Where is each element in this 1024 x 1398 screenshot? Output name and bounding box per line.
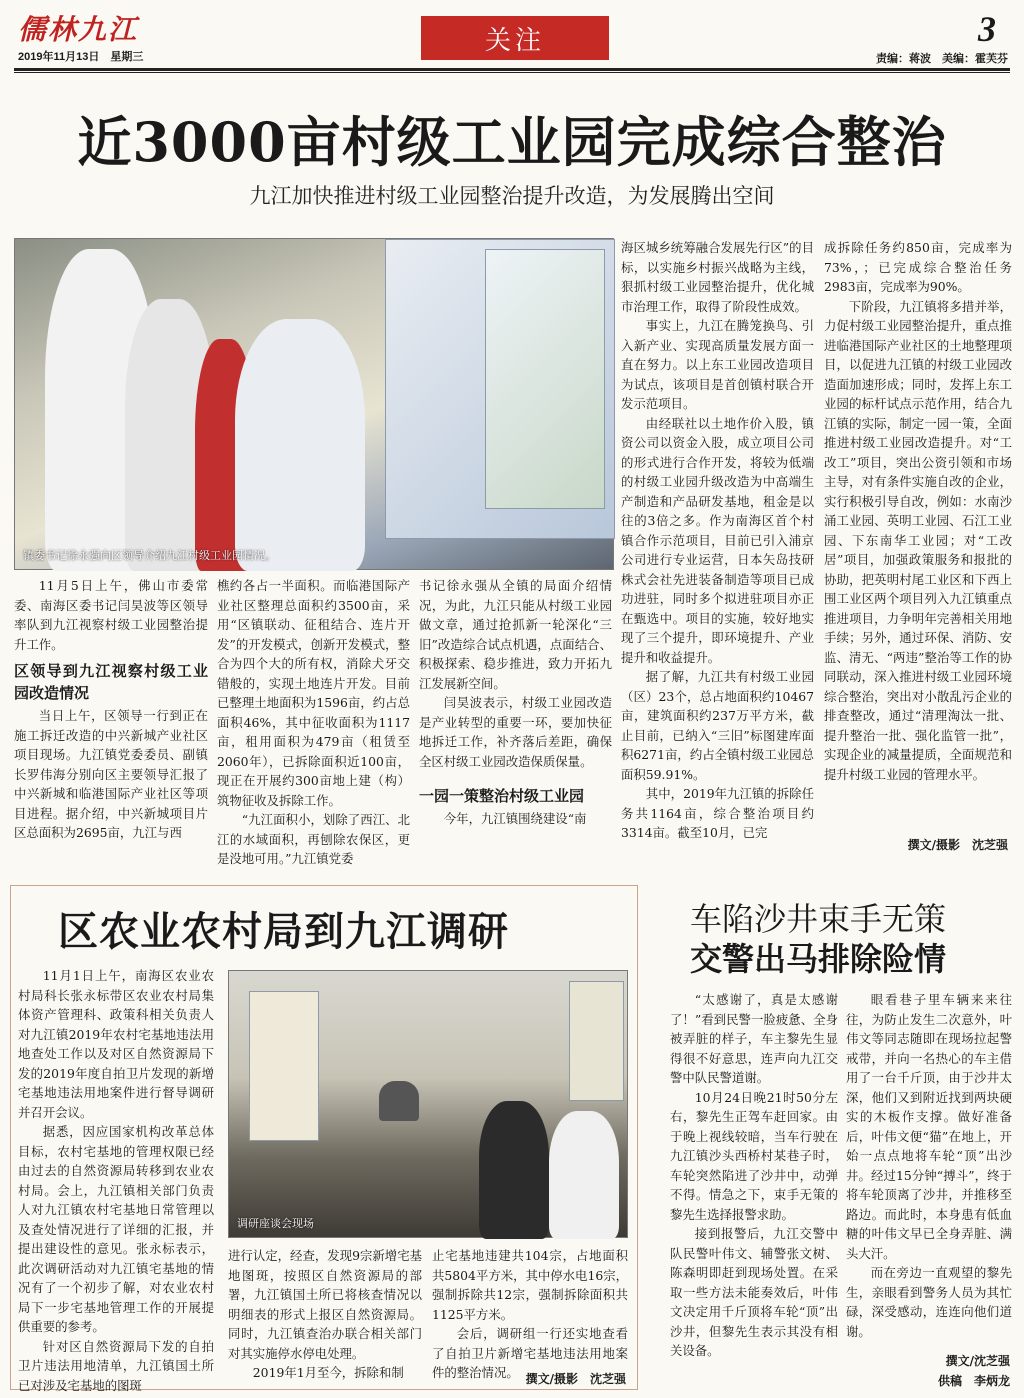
paragraph: 由经联社以土地作价入股，镇资公司以资金入股，成立项目公司的形式进行合作开发，将较为低端的村级工业园升级改造为中高端生产制造和产品研发基地，租金是以往的3倍之多。作为南海区首个村镇合作示范项目，目前已引入浦京公司进行专业运营，日本矢岛技研株式会社先进装备制造等项目已成功进驻，同时多个拟进驻项目亦正在甄选中。项目的实施，较好地实现了三个提升，即环境提升、产业提升和收益提升。: [621, 415, 814, 665]
article1-col2: [217, 576, 410, 866]
article1-col5: [824, 238, 1012, 832]
article1-subhead: 九江加快推进村级工业园整治提升改造，为发展腾出空间: [249, 184, 775, 208]
article1-col1: [14, 576, 208, 861]
masthead-logo: 儒林九江: [18, 13, 139, 46]
article2-col1: [18, 966, 214, 1393]
header-rule: [14, 68, 1010, 71]
section-tab: 关注: [421, 16, 609, 60]
paragraph: 止宅基地违建共104宗，占地面积共5804平方米，其中停水电16宗，强制拆除共12宗，强制拆除面积共1125平方米。: [432, 1248, 628, 1322]
paragraph: “太感谢了，真是太感谢了！”看到民警一脸疲惫、全身被弄脏的样子，车主黎先生显得很不好意思，连声向九江交警中队民警道谢。: [670, 992, 838, 1085]
article1-col4: [621, 238, 814, 850]
article1-headline: 近3000亩村级工业园完成综合整治: [77, 110, 947, 174]
article1-byline: 撰文/摄影 沈芝强: [907, 838, 1008, 852]
article1-col3: [419, 576, 612, 861]
paragraph: 11月5日上午，佛山市委常委、南海区委书记闫昊波等区领导率队到九江视察村级工业园整治提升工作。: [14, 578, 208, 652]
paragraph: “九江面积小，划除了西江、北江的水域面积，再刨除农保区，更是没地可用。”九江镇党委: [217, 812, 410, 866]
article1-subtitle1: 区领导到九江视察村级工业园改造情况: [14, 662, 208, 702]
paragraph: 据了解，九江共有村级工业园（区）23个，总占地面积约10467亩，建筑面积约237万平方米，截止目前，已纳入“三旧”标图建库面积6271亩，约占全镇村级工业园总面积59.91%。: [621, 669, 814, 782]
article3-headline-line2: 交警出马排除险情: [690, 940, 947, 978]
paragraph: 樵约各占一半面积。而临港国际产业社区整理总面积约3500亩，采用“区镇联动、征租结合、连片开发”的开发模式，创新开发模式，整合为四个大的所有权，消除犬牙交错般的，实现土地连片开发。目前已整理土地面积为1596亩，约占总面积46%，其中征收面积为1117亩，租用面积为479亩（租赁至2060年），已拆除面积近100亩，现正在开展约300亩地上建（构）筑物征收及拆除工作。: [217, 578, 410, 808]
paragraph: 其中，2019年九江镇的拆除任务共1164亩，综合整治项目约3314亩。截至10月，已完: [621, 786, 814, 840]
header-rule-thin: [14, 72, 1010, 73]
paragraph: 11月1日上午，南海区农业农村局科长张永标带区农业农村局集体资产管理科、政策科相关负责人对九江镇2019年农村宅基地违法用地查处工作以及对区自然资源局下发的2019年度自拍卫片发现的新增宅基地违法用地案件进行督导调研并召开会议。: [18, 968, 214, 1120]
article3-byline-author: 撰文/沈芝强: [945, 1354, 1010, 1368]
paragraph: 海区城乡统筹融合发展先行区”的目标，以实施乡村振兴战略为主线，狠抓村级工业园整治提升，优化城市治理工作，取得了阶段性成效。: [621, 240, 814, 314]
paragraph: 进行认定，经查，发现9宗新增宅基地图斑，按照区自然资源局的部署，九江镇国土所已将核查情况以明细表的形式上报区自然资源局。同时，九江镇查治办联合相关部门对其实施停水停电处理。: [228, 1248, 422, 1361]
article2-headline: 区农业农村局到九江调研: [58, 908, 509, 955]
article2-photo-caption: 调研座谈会现场: [237, 1217, 314, 1230]
article3-col1: [670, 990, 838, 1386]
article1-subtitle2: 一园一策整治村级工业园: [419, 787, 585, 805]
page-number: 3: [978, 9, 996, 49]
paragraph: 当日上午，区领导一行到正在施工拆迁改造的中兴新城产业社区项目现场。九江镇党委委员、副镇长罗伟海分别向区主要领导汇报了中兴新城和临港国际产业社区等项目进程。据介绍，中兴新城项目片区总面积为2695亩，九江与西: [14, 708, 208, 840]
article1-photo: [14, 238, 614, 570]
paragraph: 2019年1月至今，拆除和制: [252, 1365, 404, 1380]
paragraph: 今年，九江镇围绕建设“南: [443, 811, 587, 826]
paragraph: 而在旁边一直观望的黎先生，亲眼看到警务人员为其忙碌，深受感动，连连向他们道谢。: [846, 1265, 1012, 1339]
article3-col2: [846, 990, 1012, 1340]
paragraph: 下阶段，九江镇将多措并举，力促村级工业园整治提升，重点推进临港国际产业社区的土地整理项目，以促进九江镇的村级工业园改造面加速形成；同时，发挥上东工业园的标杆试点示范作用，结合九江镇的实际，制定一园一策，全面推进村级工业园改造提升。对“工改工”项目，突出公资引领和市场主导，对有条件实施自改的企业，实行积极引导自改，例如：水南沙涌工业园、英明工业园、石江工业园、下东南华工业园；对“工改居”项目，加强政策服务和报批的协助，把英明村尾工业区和下西上围工业区两个项目列入九江镇重点推进项目，力争明年完善相关用地手续；另外，通过环保、消防、安监、清无、“两违”整治等工作的协同联动，深入推进村级工业园环境综合整治，突出对小散乱污企业的排查整改，通过“清理淘汰一批、提升整治一批、强化监管一批”，实现企业的减量提质，全面规范和提升村级工业园的管理水平。: [824, 298, 1012, 782]
article2-photo: [228, 970, 628, 1238]
article3-byline-source: 供稿 李炳龙: [937, 1374, 1010, 1388]
article3-headline-line1: 车陷沙井束手无策: [690, 900, 947, 938]
paragraph: 眼看巷子里车辆来来往往，为防止发生二次意外，叶伟文等同志随即在现场拉起警戒带，并向一名热心的车主借用了一台千斤顶，由于沙井太深，他们又到附近找到两块硬实的木板作支撑。做好准备后，叶伟文便“猫”在地上，开始一点点地将车轮“顶”出沙井。经过15分钟“搏斗”，终于将车轮顶离了沙井，并推移至路边。而此时，本身患有低血糖的叶伟文早已全身弄脏、满头大汗。: [846, 992, 1012, 1261]
paragraph: 成拆除任务约850亩，完成率为73%，；已完成综合整治任务2983亩，完成率为90%。: [824, 240, 1012, 294]
issue-date: 2019年11月13日 星期三: [18, 51, 144, 63]
paragraph: 事实上，九江在腾笼换鸟、引入新产业、实现高质量发展方面一直在努力。以上东工业园改造项目为试点，该项目是首创镇村联合开发示范项目。: [621, 318, 814, 411]
paragraph: 接到报警后，九江交警中队民警叶伟文、辅警张文树、陈森明即赶到现场处置。在采取一些方法未能奏效后，叶伟文决定用千斤顶将车轮“顶”出沙井，但黎先生表示其没有相关设备。: [670, 1226, 838, 1358]
paragraph: 针对区自然资源局下发的自拍卫片违法用地清单，九江镇国土所已对涉及宅基地的图斑: [18, 1338, 214, 1393]
paragraph: 书记徐永强从全镇的局面介绍情况，为此，九江只能从村级工业园做文章，通过抢抓新一轮深化“三旧”改造综合试点机遇，点面结合、积极探索、稳步推进，致力开拓九江发展新空间。: [419, 578, 612, 691]
paragraph: 据悉，因应国家机构改革总体目标，农村宅基地的管理权限已经由过去的自然资源局转移到农业农村局。会上，九江镇相关部门负责人对九江镇农村宅基地日常管理以及查处情况进行了详细的汇报，并提出建设性的意见。张永标表示，此次调研活动对九江镇宅基地的情况有了一个初步了解，对农业农村局下一步宅基地管理工作的开展提供重要的参考。: [18, 1124, 214, 1334]
article2-col2: [228, 1246, 422, 1386]
paragraph: 10月24日晚21时50分左右，黎先生正驾车赶回家。由于晚上视线较暗，当车行驶在九江镇沙头西桥村某巷子时，车轮突然陷进了沙井中，动弹不得。情急之下，束手无策的黎先生选择报警求助。: [670, 1089, 838, 1222]
paragraph: 会后，调研组一行还实地查看了自拍卫片新增宅基地违法用地案件的整治情况。: [432, 1326, 628, 1380]
editors-credit: 责编：蒋波 美编：霍芙芬: [876, 53, 1008, 65]
paragraph: 闫昊波表示，村级工业园改造是产业转型的重要一环，要加快征地拆迁工作，补齐落后差距，确保全区村级工业园改造保质保量。: [419, 695, 612, 769]
article2-byline: 撰文/摄影 沈芝强: [525, 1372, 626, 1386]
article1-photo-caption: 镇委书记徐永强向区领导介绍九江村级工业园情况。: [23, 549, 276, 562]
